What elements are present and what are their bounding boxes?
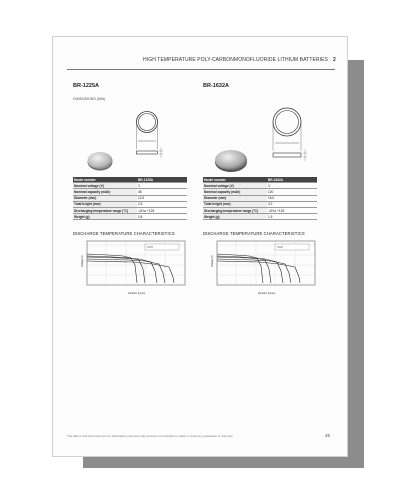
page-header (143, 57, 343, 63)
footer-disclaimer: The data in this document are for descriptive purposes only and are not intended to make or imply any guarantee or warranty. (67, 434, 234, 438)
left-spec-table (73, 177, 187, 220)
page-number: 45 (325, 433, 330, 438)
table-row: Model number BR-1632A (203, 177, 317, 183)
svg-text:Voltage (V): Voltage (V) (81, 255, 84, 267)
left-discharge-chart (73, 237, 191, 299)
table-row: Discharging temperature range (°C) -40 to +125 (203, 207, 317, 213)
table-row: Nominal capacity (mAh) 48 (73, 189, 187, 195)
document-page (52, 36, 348, 457)
right-discharge-title: DISCHARGE TEMPERATURE CHARACTERISTICS (203, 231, 305, 236)
right-battery-photo (213, 148, 249, 174)
header-rule (67, 69, 335, 70)
svg-text:Voltage (V): Voltage (V) (211, 255, 214, 267)
right-spec-table (203, 177, 317, 220)
left-battery-photo (86, 150, 114, 172)
left-discharge-title: DISCHARGE TEMPERATURE CHARACTERISTICS (73, 231, 175, 236)
table-row: Weight (g) 0.8 (73, 214, 187, 220)
table-row: Nominal voltage (V) 3 (203, 183, 317, 189)
table-row: Nominal voltage (V) 3 (73, 183, 187, 189)
right-model-title: BR-1632A (203, 83, 229, 89)
header-section-number: 2 (333, 57, 336, 63)
table-row: Diameter (mm) 16.0 (203, 195, 317, 201)
right-discharge-chart (203, 237, 321, 299)
left-dimension-drawing (127, 107, 169, 167)
left-dimensions-label: DIMENSIONS (MM) (73, 97, 106, 101)
header-title: HIGH TEMPERATURE POLY-CARBONMONOFLUORIDE LITHIUM BATTERIES (143, 57, 328, 63)
svg-text:Duration (hours): Duration (hours) (128, 292, 146, 295)
table-row: Diameter (mm) 12.5 (73, 195, 187, 201)
right-dimension-drawing (264, 103, 314, 167)
table-row: Discharging temperature range (°C) -40 to +125 (73, 207, 187, 213)
table-row: Total height (mm) 3.2 (203, 201, 317, 207)
left-model-title: BR-1225A (73, 83, 99, 89)
table-row: Model number BR-1225A (73, 177, 187, 183)
table-row: Weight (g) 1.5 (203, 214, 317, 220)
table-row: Nominal capacity (mAh) 120 (203, 189, 317, 195)
svg-text:Duration (hours): Duration (hours) (258, 292, 276, 295)
table-row: Total height (mm) 2.5 (73, 201, 187, 207)
